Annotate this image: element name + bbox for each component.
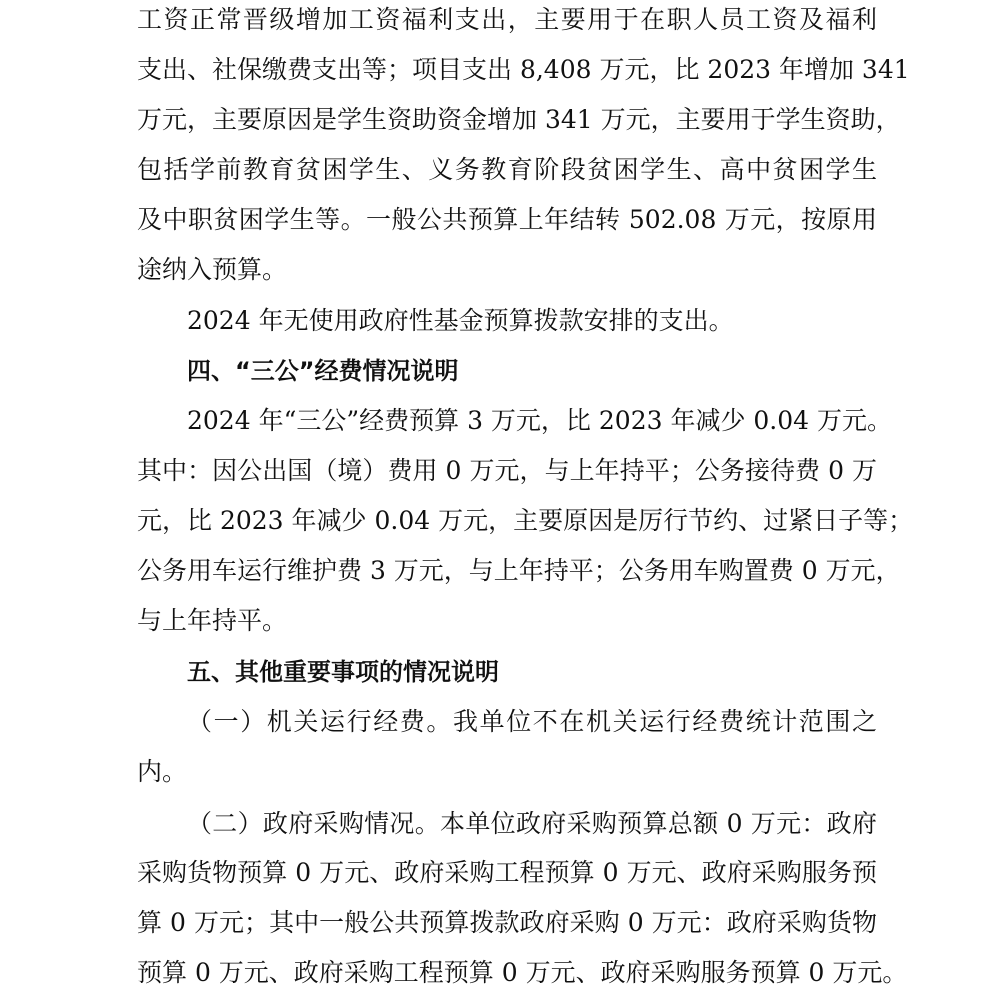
paragraph-line: 公务用车运行维护费 3 万元，与上年持平；公务用车购置费 0 万元， — [137, 556, 901, 585]
paragraph-line: 支出、社保缴费支出等；项目支出 8,408 万元，比 2023 年增加 341 — [137, 55, 910, 84]
section-heading-five: 五、其他重要事项的情况说明 — [187, 658, 499, 686]
paragraph-line: （一）机关运行经费。我单位不在机关运行经费统计范围之 — [187, 707, 877, 736]
paragraph-line: 2024 年“三公”经费预算 3 万元，比 2023 年减少 0.04 万元。 — [187, 406, 893, 435]
paragraph-line: 途纳入预算。 — [137, 255, 288, 284]
paragraph-line: 及中职贫困学生等。一般公共预算上年结转 502.08 万元，按原用 — [137, 205, 877, 234]
paragraph-line: 包括学前教育贫困学生、义务教育阶段贫困学生、高中贫困学生 — [137, 155, 877, 184]
paragraph-line: 内。 — [137, 757, 188, 786]
paragraph-line: 采购货物预算 0 万元、政府采购工程预算 0 万元、政府采购服务预 — [137, 858, 877, 887]
paragraph-line: 元，比 2023 年减少 0.04 万元，主要原因是厉行节约、过紧日子等； — [137, 506, 914, 535]
paragraph-line: 2024 年无使用政府性基金预算拨款安排的支出。 — [187, 306, 734, 335]
paragraph-line: 工资正常晋级增加工资福利支出，主要用于在职人员工资及福利 — [137, 5, 877, 34]
paragraph-line: 万元，主要原因是学生资助资金增加 341 万元，主要用于学生资助， — [137, 105, 901, 134]
section-heading-four: 四、“三公”经费情况说明 — [187, 357, 459, 385]
paragraph-line: 算 0 万元；其中一般公共预算拨款政府采购 0 万元：政府采购货物 — [137, 908, 877, 937]
paragraph-line: （二）政府采购情况。本单位政府采购预算总额 0 万元：政府 — [187, 809, 877, 838]
paragraph-line: 预算 0 万元、政府采购工程预算 0 万元、政府采购服务预算 0 万元。 — [137, 958, 908, 987]
paragraph-line: 其中：因公出国（境）费用 0 万元，与上年持平；公务接待费 0 万 — [137, 456, 877, 485]
paragraph-line: 与上年持平。 — [137, 606, 288, 635]
